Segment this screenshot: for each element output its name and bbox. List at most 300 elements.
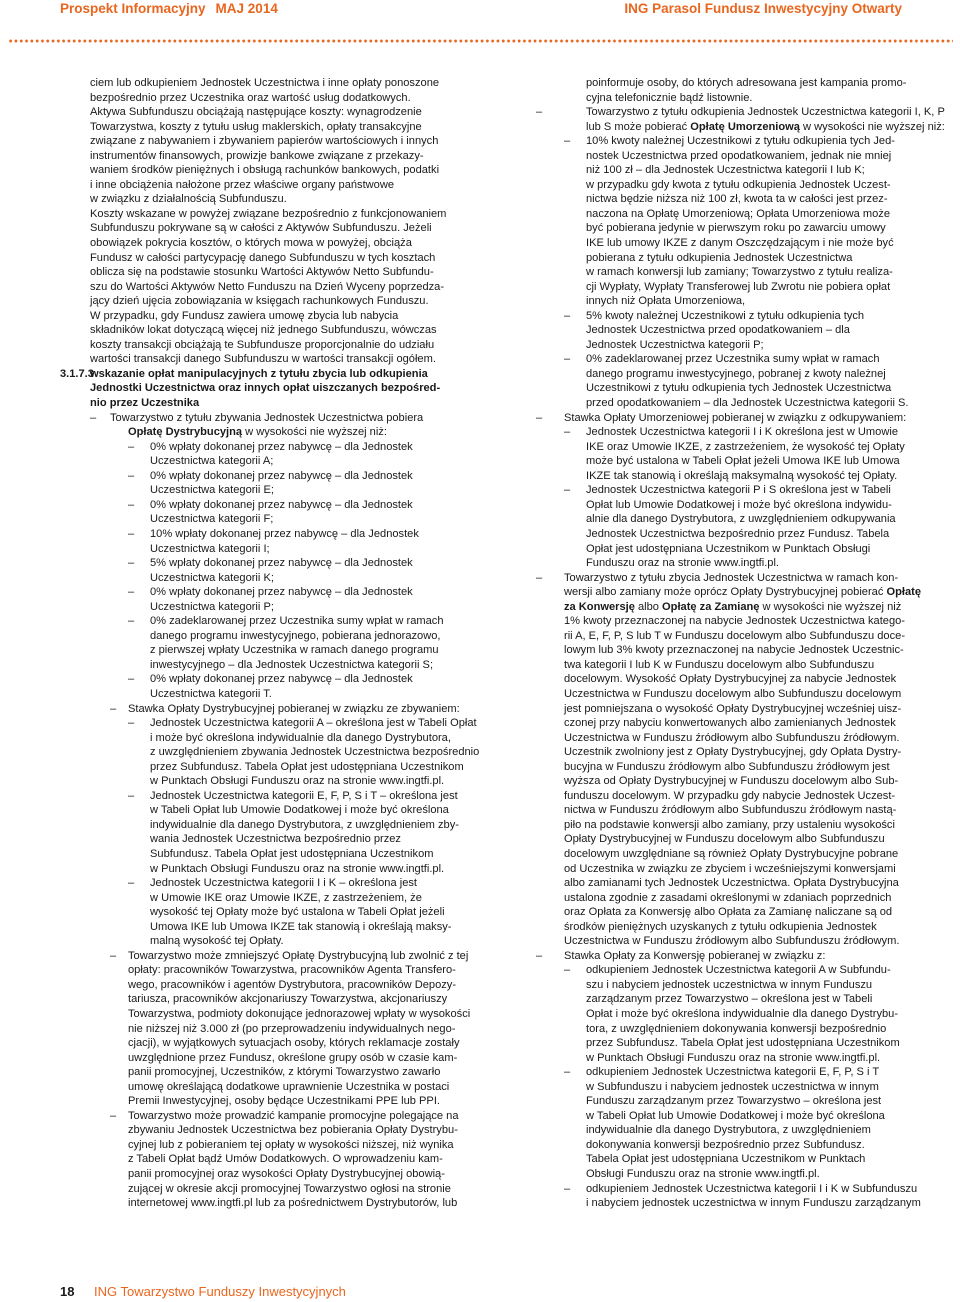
- line-text: 0% wpłaty dokonanej przez nabywcę – dla Jednostek: [150, 586, 413, 599]
- list-dash: –: [536, 411, 543, 424]
- line-text: zującej w okresie akcji promocyjnej Towarzystwo ogłosi na stronie: [128, 1182, 451, 1195]
- text-line: [0, 251, 470, 266]
- line-text: w związku z działalnością Subfunduszu.: [90, 193, 287, 206]
- text-line: [558, 847, 903, 862]
- text-line: [0, 1196, 470, 1211]
- text-line: [0, 702, 470, 717]
- list-dash: –: [564, 964, 571, 977]
- text-line: [558, 352, 903, 367]
- text-line: [0, 163, 470, 178]
- text-line: [0, 120, 470, 135]
- line-text: uwzględnione przez Fundusz, określone grupy osób w czasie kam-: [128, 1051, 458, 1064]
- line-text: w ramach konwersji lub zamiany; Towarzystwo z tytułu realiza-: [586, 266, 893, 279]
- line-text: Uczestnictwa kategorii F;: [150, 513, 274, 526]
- line-text: związane z nabywaniem i zbywaniem papierów wartościowych i innych: [90, 135, 439, 148]
- text-line: [0, 1080, 470, 1095]
- line-text: twa kategorii I lub K w Funduszu docelowym albo Subfunduszu: [564, 658, 875, 671]
- line-text: piło na podstawie konwersji albo zamiany, przy ustaleniu wysokości: [564, 818, 895, 831]
- line-text: 0% wpłaty dokonanej przez nabywcę – dla Jednostek: [150, 673, 413, 686]
- text-line: [0, 1051, 470, 1066]
- line-text: i inne obciążenia nałożone przez właściwe organy państwowe: [90, 178, 395, 191]
- line-text: Towarzystwa, podmioty dokonujące jednorazowej wpłaty w wysokości: [128, 1008, 471, 1020]
- text-line: [0, 1007, 470, 1022]
- line-text: albo zamianami tych Jednostek Uczestnictwa. Opłata Dystrybucyjna: [564, 877, 899, 890]
- line-text: Obsługi Funduszu oraz na stronie www.ingtfi.pl.: [586, 1168, 820, 1181]
- line-text: Jednostek Uczestnictwa kategorii A – określona jest w Tabeli Opłat: [150, 717, 477, 730]
- list-dash: –: [110, 949, 117, 962]
- line-text: Towarzystwa, koszty z tytułu usług maklerskich, opłaty transakcyjne: [90, 120, 422, 133]
- text-line: [558, 600, 903, 615]
- line-text: internetowej www.ingtfi.pl lub za pośrednictwem Dystrybutorów, lub: [128, 1197, 458, 1210]
- line-text: 10% kwoty należnej Uczestnikowi z tytułu odkupienia tych Jed-: [586, 135, 895, 148]
- line-text: oraz Opłata za Konwersję albo Opłata za Zamianę naliczane są od: [564, 906, 893, 919]
- text-line: [558, 120, 945, 135]
- text-line: [558, 934, 903, 949]
- line-text: lowym lub 3% kwoty przeznaczonej na nabycie Jednostek Uczestnic-: [564, 644, 904, 657]
- text-line: [558, 294, 903, 309]
- text-line: [0, 1138, 470, 1153]
- line-text: odkupieniem Jednostek Uczestnictwa kategorii A w Subfundu-: [586, 964, 891, 977]
- section-number: 3.1.7.3: [60, 367, 94, 380]
- list-dash: –: [128, 717, 135, 730]
- line-text: indywidualnie dla danego Dystrybutora, z uwzględnieniem zby-: [150, 818, 459, 831]
- line-text: 1% kwoty przeznaczonej na nabycie Jednostek Uczestnictwa katego-: [564, 615, 906, 628]
- line-text: Jednostek Uczestnictwa kategorii P;: [586, 338, 764, 351]
- text-line: [558, 76, 907, 91]
- line-text: Uczestnictwa w Funduszu źródłowym albo Subfunduszu źródłowym.: [564, 935, 900, 948]
- text-line: [558, 585, 921, 600]
- text-line: [0, 745, 480, 760]
- line-text: w przypadku gdy kwota z tytułu odkupienia Jednostek Uczest-: [586, 178, 891, 191]
- list-dash: –: [128, 527, 135, 540]
- line-text: docelowym. Wysokość Opłaty Dystrybucyjnej za nabycie Jednostek: [564, 673, 897, 686]
- line-text: od Uczestnika w związku ze zbyciem i wcześniejszymi konwersjami: [564, 862, 896, 875]
- document-title: Prospekt Informacyjny: [60, 1, 206, 16]
- line-text: Jednostki Uczestnictwa oraz innych opłat uiszczanych bezpośred-: [90, 382, 441, 395]
- list-dash: –: [536, 571, 543, 584]
- text-segment: Opłatę Umorzeniową: [690, 120, 800, 133]
- line-text: Jednostek Uczestnictwa przed opodatkowaniem – dla: [586, 324, 850, 337]
- text-line: [0, 789, 470, 804]
- line-text: umowę określającą dodatkowe uprawnienie Uczestnika w postaci: [128, 1080, 450, 1093]
- line-text: funduszu docelowym. W przypadku gdy nabycie Jednostek Uczest-: [564, 789, 896, 802]
- text-line: [0, 1167, 470, 1182]
- line-text: z Tabeli Opłat bądź Umów Dodatkowych. O wprowadzeniu kam-: [128, 1153, 443, 1166]
- line-text: odkupieniem Jednostek Uczestnictwa kategorii E, F, P, S i T: [586, 1066, 880, 1079]
- text-line: [0, 1152, 470, 1167]
- text-line: [558, 483, 903, 498]
- text-line: [558, 1152, 903, 1167]
- text-line: [0, 862, 470, 877]
- line-text: Opłat lub Umowie Dodatkowej i może być określona indywidu-: [586, 498, 892, 511]
- text-line: [558, 425, 903, 440]
- line-text: w Tabeli Opłat lub Umowie Dodatkowej i może być określona: [586, 1109, 885, 1122]
- text-line: [0, 192, 470, 207]
- line-text: oblicza się na podstawie stosunku Wartości Aktywów Netto Subfundu-: [90, 266, 434, 279]
- line-text: szu i nabyciem jednostek uczestnictwa w innym Funduszu: [586, 978, 873, 991]
- text-line: [558, 309, 903, 324]
- text-line: [558, 672, 903, 687]
- text-line: [558, 192, 903, 207]
- text-line: [0, 847, 470, 862]
- text-line: [0, 1036, 470, 1051]
- text-line: [0, 309, 470, 324]
- text-line: [0, 396, 470, 411]
- line-text: Koszty wskazane w powyżej związane bezpośrednio z funkcjonowaniem: [90, 207, 447, 220]
- line-text: bezpośrednio przez Uczestnika oraz wartość usług dodatkowych.: [90, 91, 411, 104]
- line-text: Jednostek Uczestnictwa kategorii P i S określona jest w Tabeli: [586, 484, 891, 497]
- text-line: [558, 614, 906, 629]
- line-text: zbywaniu Jednostek Uczestnictwa bez pobierania Opłaty Dystrybu-: [128, 1124, 458, 1137]
- text-line: [0, 585, 470, 600]
- text-line: [0, 556, 470, 571]
- text-line: [558, 280, 903, 295]
- line-text: Uczestnictwa kategorii T.: [150, 687, 272, 700]
- text-line: [558, 1138, 903, 1153]
- text-line: [558, 832, 903, 847]
- list-dash: –: [110, 1109, 117, 1122]
- text-line: [558, 992, 903, 1007]
- text-line: [558, 1109, 903, 1124]
- line-text: jest pomniejszana o wysokość Opłaty Dystrybucyjnej wcześniej uisz-: [564, 702, 902, 715]
- text-line: [558, 1196, 921, 1211]
- text-line: [558, 745, 903, 760]
- line-text: i nabyciem jednostek uczestnictwa w innym Funduszu zarządzanym: [586, 1197, 921, 1210]
- text-line: [0, 1065, 470, 1080]
- text-line: [0, 542, 470, 557]
- list-dash: –: [564, 353, 571, 366]
- line-text: może być ustalona w Tabeli Opłat jeżeli Umowa IKE lub Umowa: [586, 455, 900, 468]
- text-line: [0, 963, 470, 978]
- text-line: [558, 178, 903, 193]
- text-line: [558, 803, 903, 818]
- line-text: 0% wpłaty dokonanej przez nabywcę – dla Jednostek: [150, 469, 413, 482]
- text-line: [536, 105, 945, 120]
- text-line: [558, 381, 903, 396]
- line-text: Towarzystwo z tytułu odkupienia Jednostek Uczestnictwa kategorii I, K, P: [586, 106, 945, 119]
- line-text: ustalona zgodnie z zasadami określonymi w zdaniach poprzednich: [564, 891, 892, 904]
- text-line: [0, 149, 470, 164]
- text-line: [0, 512, 470, 527]
- line-text: alnie dla danego Dystrybutora, z uwzględnieniem odkupywania: [586, 513, 896, 526]
- text-segment: lub S może pobierać: [586, 120, 691, 133]
- line-text: 10% wpłaty dokonanej przez nabywcę – dla Jednostek: [150, 527, 419, 540]
- line-text: tora, z uwzględnieniem dokonywania konwersji bezpośrednio: [586, 1022, 887, 1035]
- text-line: [558, 396, 909, 411]
- line-text: 0% zadeklarowanej przez Uczestnika sumy wpłat w ramach: [586, 353, 880, 366]
- line-text: pobierana z tytułu odkupienia Jednostek Uczestnictwa: [586, 251, 853, 264]
- text-line: [0, 207, 470, 222]
- text-line: [0, 352, 470, 367]
- line-text: wartości transakcji danego Subfunduszu w wartości transakcji ogółem.: [90, 353, 436, 366]
- line-text: danego programu inwestycyjnego, pobranej z kwoty należnej: [586, 367, 886, 380]
- line-text: Opłat jest udostępniana Uczestnikom w Punktach Obsługi: [586, 542, 871, 555]
- text-line: [0, 687, 470, 702]
- text-line: [0, 571, 470, 586]
- line-text: koszty transakcji obciążają te Subfundusze proporcjonalnie do udziału: [90, 338, 435, 351]
- text-line: [558, 1022, 903, 1037]
- line-text: Uczestnictwa w Funduszu docelowym albo Subfunduszu docelowym: [564, 687, 902, 700]
- line-text: Aktywa Subfunduszu obciążają następujące koszty: wynagrodzenie: [90, 106, 422, 119]
- text-line: [0, 658, 470, 673]
- line-text: Subfundusz. Tabela Opłat jest udostępniana Uczestnikom: [150, 847, 434, 860]
- line-text: Towarzystwo może prowadzić kampanie promocyjne polegające na: [128, 1109, 459, 1122]
- line-text: 0% zadeklarowanej przez Uczestnika sumy wpłat w ramach: [150, 615, 444, 628]
- line-text: tariusza, pracowników akcjonariuszy Towarzystwa, akcjonariuszy: [128, 993, 448, 1006]
- line-text: wego, pracowników i agentów Dystrybutora, pracowników Depozy-: [128, 978, 457, 991]
- text-line: [0, 643, 470, 658]
- line-text: w Punktach Obsługi Funduszu oraz na stronie www.ingtfi.pl.: [586, 1051, 881, 1064]
- line-text: Opłaty Dystrybucyjnej w Funduszu docelowym albo Subfunduszu: [564, 833, 885, 846]
- text-line: [0, 760, 470, 775]
- text-line: [0, 992, 470, 1007]
- text-line: [558, 1123, 903, 1138]
- text-line: [0, 629, 470, 644]
- text-line: [558, 221, 903, 236]
- text-line: [558, 658, 903, 673]
- list-dash: –: [128, 557, 135, 570]
- text-line: [558, 1167, 903, 1182]
- line-text: nictwa będzie niższa niż 100 zł, kwota ta w całości jest przez-: [586, 193, 888, 206]
- list-dash: –: [128, 789, 135, 802]
- line-text: wysokość tej Opłaty może być ustalona w Tabeli Opłat jeżeli: [150, 906, 445, 919]
- line-text: przez Subfundusz. Tabela Opłat jest udostępniana Uczestnikom: [150, 760, 464, 773]
- text-line: [558, 163, 903, 178]
- text-line: [0, 280, 470, 295]
- list-dash: –: [128, 498, 135, 511]
- text-line: [0, 367, 470, 382]
- text-line: [0, 731, 470, 746]
- text-line: [0, 440, 470, 455]
- text-line: [558, 978, 903, 993]
- text-line: [0, 469, 470, 484]
- line-text: cji Wypłaty, Wypłaty Transferowej lub Zwrotu nie pobiera opłat: [586, 280, 891, 293]
- text-segment: Opłatę za Zamianę: [662, 600, 760, 613]
- text-line: [0, 498, 470, 513]
- line-text: przed opodatkowaniem – dla Jednostek Uczestnictwa kategorii S.: [586, 397, 909, 410]
- text-line: [0, 91, 470, 106]
- line-text: panii promocyjnej oraz wysokości Opłaty Dystrybucyjnej obowią-: [128, 1168, 445, 1181]
- list-dash: –: [110, 702, 117, 715]
- line-text: Uczestnictwa kategorii P;: [150, 600, 274, 613]
- list-dash: –: [128, 877, 135, 890]
- line-text: ciem lub odkupieniem Jednostek Uczestnictwa i inne opłaty ponoszone: [90, 77, 440, 89]
- text-line: [558, 789, 903, 804]
- line-text: Jednostek Uczestnictwa kategorii I i K określona jest w Umowie: [586, 426, 898, 439]
- text-line: [0, 381, 470, 396]
- line-text: w Punktach Obsługi Funduszu oraz na stronie www.ingtfi.pl.: [150, 775, 445, 788]
- text-segment: w wysokości nie wyższej niż: [759, 600, 902, 613]
- line-text: jący dzień ujęcia zobowiązania w księgach rachunkowych Funduszu.: [90, 295, 429, 308]
- line-text: Subfunduszu pokrywane są w całości z Aktywów Subfunduszu. Jeżeli: [90, 222, 432, 235]
- text-line: [558, 862, 903, 877]
- text-line: [558, 149, 903, 164]
- text-line: [558, 454, 903, 469]
- text-line: [0, 265, 470, 280]
- text-line: [558, 702, 903, 717]
- text-line: [558, 542, 903, 557]
- line-text: obowiązek pokrycia kosztów, o których mowa w powyżej, obciąża: [90, 237, 412, 250]
- line-text: instrumentów finansowych, prowizje bankowe związane z przekazy-: [90, 149, 424, 162]
- line-text: z pierwszej wpłaty Uczestnika w ramach danego programu: [150, 644, 439, 657]
- line-text: Uczestnikowi z tytułu odkupienia tych Jednostek Uczestnictwa: [586, 382, 892, 395]
- list-dash: –: [128, 615, 135, 628]
- list-dash: –: [128, 586, 135, 599]
- line-text: 0% wpłaty dokonanej przez nabywcę – dla Jednostek: [150, 498, 413, 511]
- line-text: IKE lub umowy IKZE z danym Oszczędzającym i nie może być: [586, 237, 894, 250]
- text-line: [0, 105, 470, 120]
- line-text: 0% wpłaty dokonanej przez nabywcę – dla Jednostek: [150, 440, 413, 453]
- text-line: [0, 483, 470, 498]
- line-text: Towarzystwo z tytułu zbywania Jednostek Uczestnictwa pobiera: [110, 411, 424, 424]
- line-text: 5% kwoty należnej Uczestnikowi z tytułu odkupienia tych: [586, 309, 865, 322]
- line-text: poinformuje osoby, do których adresowana jest kampania promo-: [586, 77, 907, 89]
- line-text: waniem środków pieniężnych i obsługą rachunków bankowych, podatki: [90, 164, 440, 177]
- line-text: docelowym uwzględniane są również Opłaty Dystrybucyjne pobrane: [564, 847, 899, 860]
- line-text: w Tabeli Opłat lub Umowie Dodatkowej i może być określona: [150, 804, 449, 817]
- text-segment: wersji albo zamiany może oprócz Opłaty Dystrybucyjnej pobierać: [564, 586, 887, 599]
- line-text: Uczestnictwa kategorii A;: [150, 455, 274, 468]
- line-text: Opłat i może być określona indywidualnie dla danego Dystrybu-: [586, 1008, 899, 1020]
- text-line: [558, 905, 903, 920]
- line-text: Fundusz w całości partycypację danego Subfunduszu w tych kosztach: [90, 251, 436, 264]
- line-text: 5% wpłaty dokonanej przez nabywcę – dla Jednostek: [150, 557, 413, 570]
- line-text: W przypadku, gdy Fundusz zawiera umowę zbycia lub nabycia: [90, 309, 399, 322]
- text-line: [558, 920, 903, 935]
- list-dash: –: [564, 1182, 571, 1195]
- line-text: niż 100 zł – dla Jednostek Uczestnictwa kategorii I lub K;: [586, 164, 865, 177]
- text-line: [558, 643, 903, 658]
- line-text: środków pieniężnych uzyskanych z tytułu odkupienia Jednostek: [564, 920, 877, 933]
- line-text: inwestycyjnego – dla Jednostek Uczestnictwa kategorii S;: [150, 658, 434, 671]
- text-line: [558, 251, 903, 266]
- line-text: Stawka Opłaty za Konwersję pobieranej w związku z:: [564, 949, 826, 962]
- line-text: indywidualnie dla danego Dystrybutora, z uwzględnieniem: [586, 1124, 871, 1137]
- text-line: [558, 1094, 903, 1109]
- text-line: [558, 687, 903, 702]
- text-line: [558, 963, 903, 978]
- text-line: [0, 178, 470, 193]
- line-text: szu do Wartości Aktywów Netto Funduszu na Dzień Wyceny poprzedza-: [90, 280, 445, 293]
- line-text: wania Jednostek Uczestnictwa bezpośrednio przez: [150, 833, 401, 846]
- text-line: [558, 760, 903, 775]
- text-line: [558, 367, 903, 382]
- text-segment: Opłatę Dystrybucyjną: [128, 426, 243, 439]
- right-column: [536, 76, 945, 1211]
- line-text: Stawka Opłaty Dystrybucyjnej pobieranej w związku ze zbywaniem:: [128, 702, 460, 715]
- line-text: zarządzanym przez Towarzystwo – określona jest w Tabeli: [586, 993, 873, 1006]
- text-line: [0, 978, 470, 993]
- text-segment: albo: [634, 600, 663, 613]
- line-text: Tabela Opłat jest udostępniana Uczestnikom w Punktach: [586, 1153, 866, 1166]
- fund-name: ING Parasol Fundusz Inwestycyjny Otwarty: [624, 1, 902, 16]
- line-text: rii A, E, F, P, S lub T w Funduszu docelowym albo Subfunduszu doce-: [564, 629, 906, 642]
- list-dash: –: [536, 949, 543, 962]
- line-text: IKE oraz Umowie IKZE, z zastrzeżeniem, że wysokość tej Opłaty: [586, 440, 905, 453]
- line-text: nictwa w Funduszu źródłowym albo Subfunduszu źródłowym nastą-: [564, 804, 897, 817]
- line-text: nio przez Uczestnika: [90, 397, 200, 410]
- text-line: [558, 134, 903, 149]
- line-text: cyjnej lub z pobieraniem tej opłaty w wysokości niższej, niż wynika: [128, 1138, 454, 1151]
- line-text: dokonywania konwersji bezpośrednio przez Subfundusz.: [586, 1138, 865, 1151]
- text-line: [0, 411, 470, 426]
- text-line: [558, 774, 903, 789]
- text-line: [558, 818, 903, 833]
- text-line: [0, 1109, 470, 1124]
- text-segment: w wysokości nie wyższej niż:: [242, 426, 387, 439]
- line-text: Uczestnictwa kategorii K;: [150, 571, 274, 584]
- line-text: Premii Inwestycyjnej, osoby będące Uczestnikami PPE lub PPI.: [128, 1095, 440, 1108]
- line-text: nie niższej niż 3.000 zł (po przeprowadzeniu indywidualnych nego-: [128, 1022, 456, 1035]
- text-line: [558, 629, 906, 644]
- line-text: panii promocyjnej, Uczestników, z którymi Towarzystwo zawarło: [128, 1066, 441, 1079]
- text-line: [558, 91, 903, 106]
- text-line: [0, 949, 470, 964]
- line-text: Uczestnictwa w Funduszu źródłowym albo Subfunduszu źródłowym.: [564, 731, 900, 744]
- text-line: [558, 1051, 903, 1066]
- line-text: naczona na Opłatę Umorzeniową; Opłata Umorzeniowa może: [586, 207, 890, 220]
- text-line: [558, 1007, 903, 1022]
- line-text: przez Subfundusz. Tabela Opłat jest udostępniana Uczestnikom: [586, 1037, 900, 1050]
- list-dash: –: [128, 673, 135, 686]
- line-text: wskazanie opłat manipulacyjnych z tytułu zbycia lub odkupienia: [90, 367, 428, 380]
- text-line: [0, 832, 470, 847]
- text-line: [558, 498, 903, 513]
- text-line: [558, 1036, 903, 1051]
- text-line: [0, 600, 470, 615]
- line-text: Uczestnik zwolniony jest z Opłaty Dystrybucyjnej, gdy Opłata Dystry-: [564, 746, 902, 759]
- text-line: [0, 672, 470, 687]
- line-text: Stawka Opłaty Umorzeniowej pobieranej w związku z odkupywaniem:: [564, 411, 907, 424]
- header-left: [60, 1, 278, 16]
- left-column: [0, 76, 480, 1211]
- line-text: nostek Uczestnictwa przed opodatkowaniem, jednak nie mniej: [586, 149, 892, 162]
- line-text: Uczestnictwa kategorii I;: [150, 542, 270, 555]
- list-dash: –: [128, 469, 135, 482]
- line-text: danego programu inwestycyjnego, pobierana jednorazowo,: [150, 629, 441, 642]
- text-line: [558, 512, 903, 527]
- line-text: czonej przy nabyciu konwertowanych albo zamienianych Jednostek: [564, 717, 896, 730]
- line-text: Jednostek Uczestnictwa kategorii E, F, P, S i T – określona jest: [150, 789, 458, 802]
- text-line: [536, 949, 903, 964]
- text-line: [558, 527, 903, 542]
- text-line: [0, 134, 470, 149]
- text-line: [0, 818, 470, 833]
- list-dash: –: [90, 411, 97, 424]
- text-line: [558, 469, 903, 484]
- line-text: cjacji), w wyjątkowych sytuacjach osoby, których reklamacje zostały: [128, 1037, 460, 1050]
- text-line: [558, 338, 903, 353]
- text-line: [0, 527, 470, 542]
- line-text: Uczestnictwa kategorii E;: [150, 484, 274, 497]
- line-text: IKZE tak stanowią i określają maksymalną wysokość tej Opłaty.: [586, 469, 898, 482]
- text-line: [0, 221, 470, 236]
- dotted-divider: [8, 38, 953, 44]
- text-line: [0, 338, 470, 353]
- text-line: [0, 891, 470, 906]
- line-text: Jednostek Uczestnictwa bezpośrednio przez Fundusz. Tabela: [586, 527, 890, 540]
- text-line: [0, 1123, 470, 1138]
- line-text: w Umowie IKE oraz Umowie IKZE, z zastrzeżeniem, że: [150, 891, 422, 904]
- text-line: [0, 876, 470, 891]
- line-text: wyższa od Opłaty Dystrybucyjnej w Funduszu docelowym albo Sub-: [564, 775, 899, 788]
- text-line: [0, 425, 470, 440]
- text-line: [558, 265, 903, 280]
- text-line: [536, 411, 907, 426]
- line-text: Towarzystwo z tytułu zbycia Jednostek Uczestnictwa w ramach kon-: [564, 571, 899, 584]
- text-line: [0, 614, 470, 629]
- line-text: Umowa IKE lub Umowa IKZE tak stanowią i określają maksy-: [150, 920, 452, 933]
